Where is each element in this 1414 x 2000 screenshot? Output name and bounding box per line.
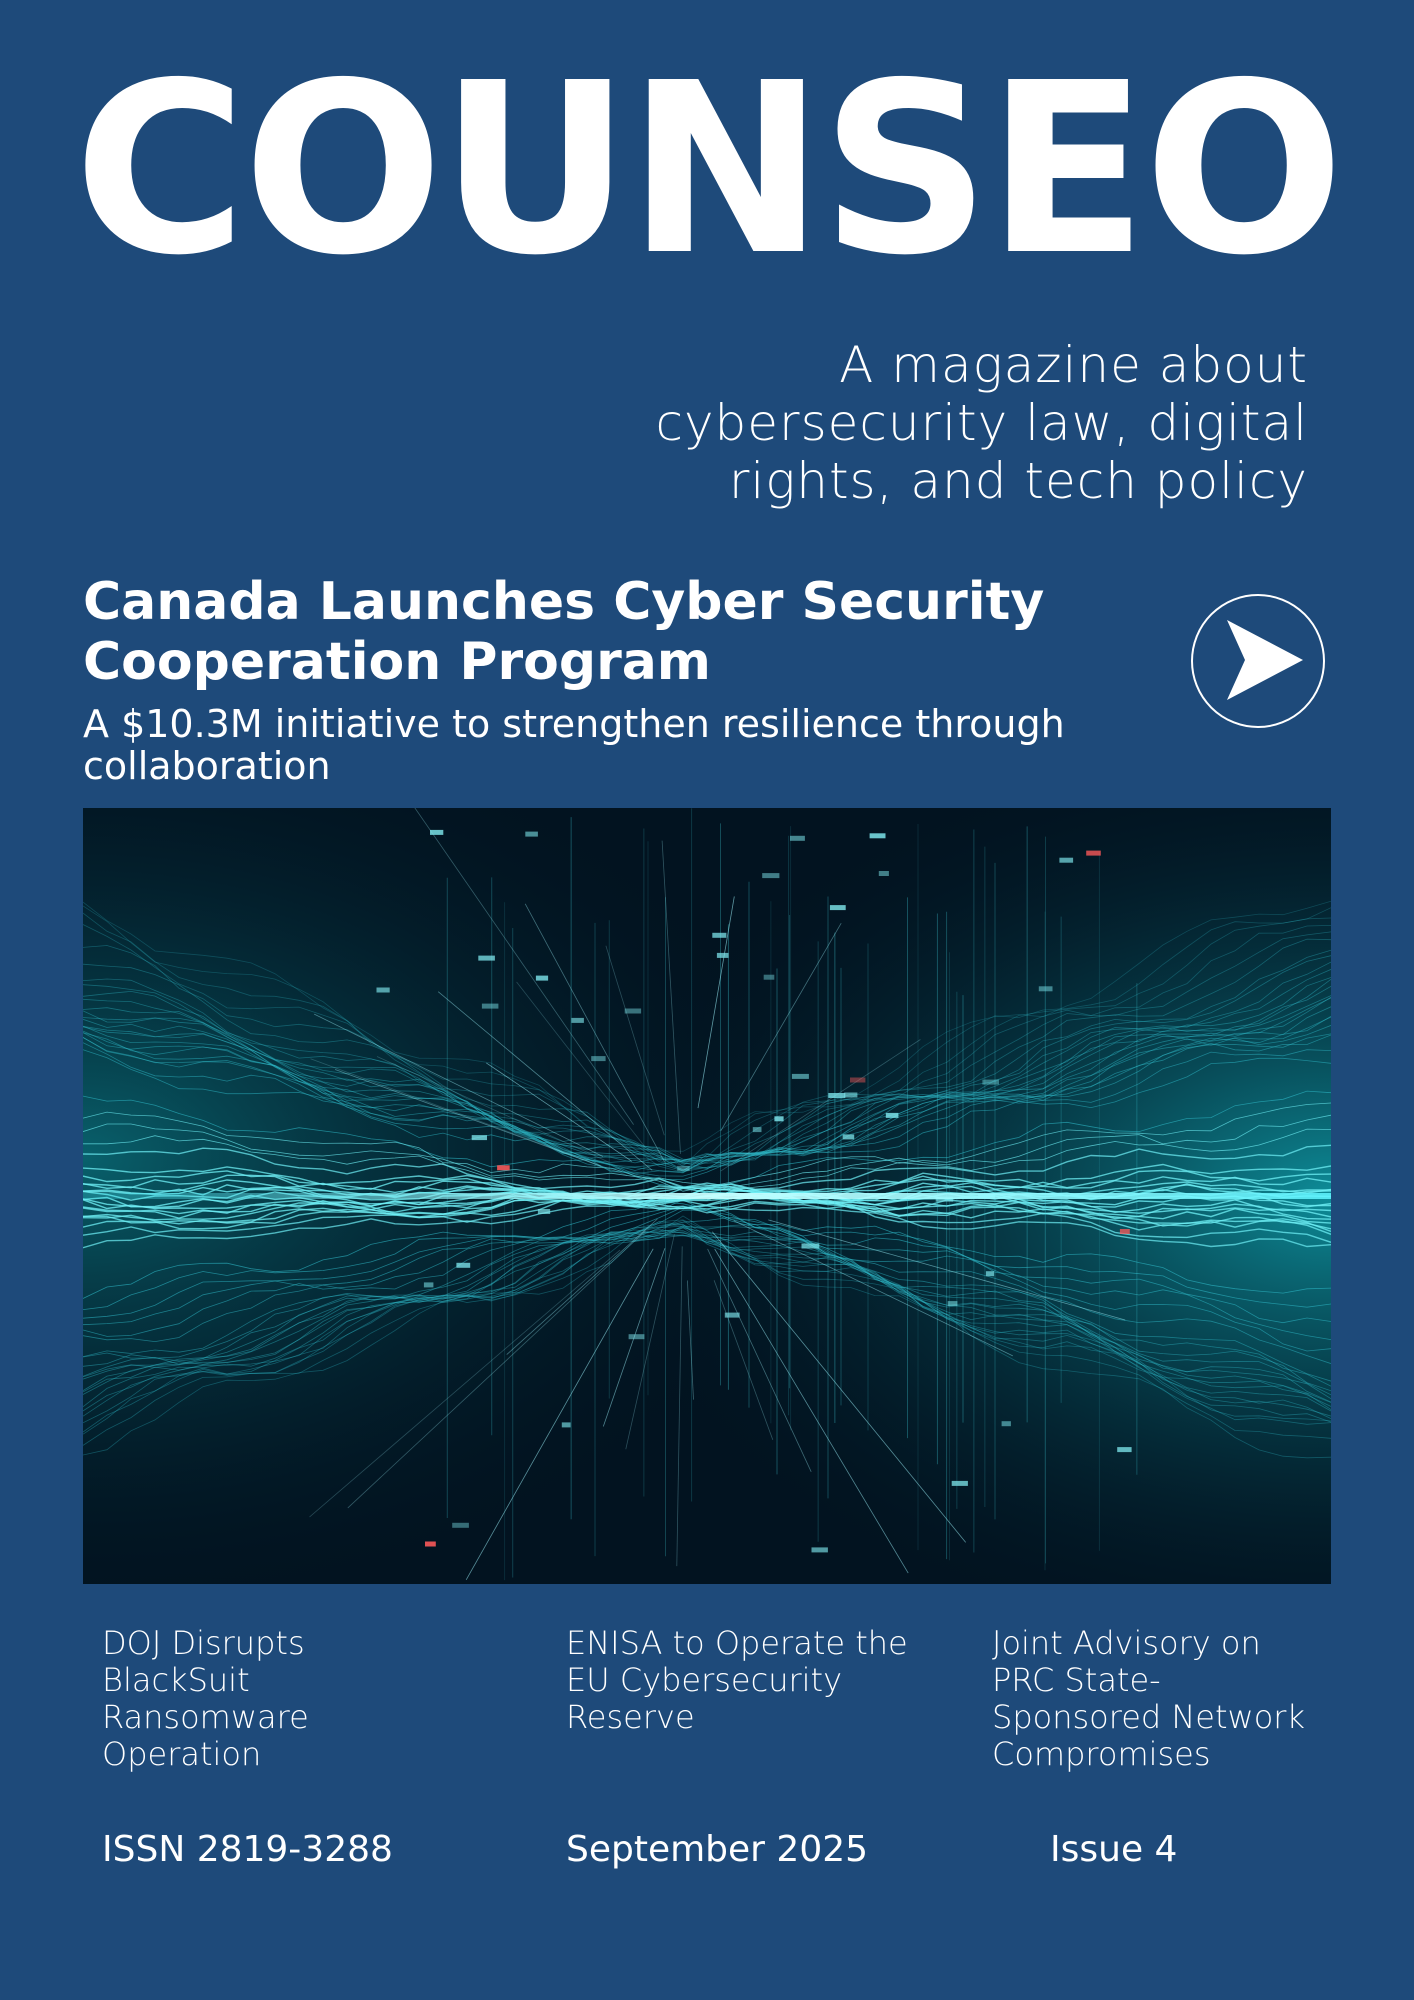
story-line: Operation: [102, 1735, 262, 1773]
story-enisa[interactable]: [566, 1625, 966, 1736]
issn: ISSN 2819-3288: [102, 1829, 393, 1870]
story-line: Compromises: [992, 1735, 1211, 1773]
tagline-line: rights, and tech policy: [728, 452, 1308, 510]
tagline: [548, 336, 1308, 510]
story-line: Reserve: [566, 1698, 695, 1736]
story-prc-advisory[interactable]: [992, 1625, 1332, 1773]
cover-subhead-line: A $10.3M initiative to strengthen resilience through: [83, 702, 1065, 746]
network-visualization-image: [83, 808, 1331, 1584]
story-line: EU Cybersecurity: [566, 1661, 843, 1699]
story-line: BlackSuit: [102, 1661, 250, 1699]
hero-image: [83, 808, 1331, 1584]
issue-number: Issue 4: [1050, 1829, 1178, 1870]
issue-date: September 2025: [566, 1829, 869, 1870]
tagline-line: cybersecurity law, digital: [655, 394, 1308, 452]
story-line: Sponsored Network: [992, 1698, 1305, 1736]
cover-subhead-line: collaboration: [83, 744, 331, 788]
story-blacksuit[interactable]: [102, 1625, 482, 1773]
story-line: Ransomware: [102, 1698, 309, 1736]
tagline-line: A magazine about: [839, 336, 1308, 394]
arrow-right-icon: [1193, 596, 1323, 726]
cover-headline[interactable]: [83, 572, 1143, 692]
cover-headline-line: Canada Launches Cyber Security: [83, 572, 1045, 632]
masthead-title: COUNSEO: [73, 32, 1341, 307]
story-line: PRC State-: [992, 1661, 1161, 1699]
story-line: Joint Advisory on: [992, 1624, 1261, 1662]
story-line: ENISA to Operate the: [566, 1624, 908, 1662]
story-line: DOJ Disrupts: [102, 1624, 305, 1662]
read-more-button[interactable]: [1191, 594, 1325, 728]
cover-headline-line: Cooperation Program: [83, 632, 711, 692]
cover-subhead: [83, 703, 1143, 787]
